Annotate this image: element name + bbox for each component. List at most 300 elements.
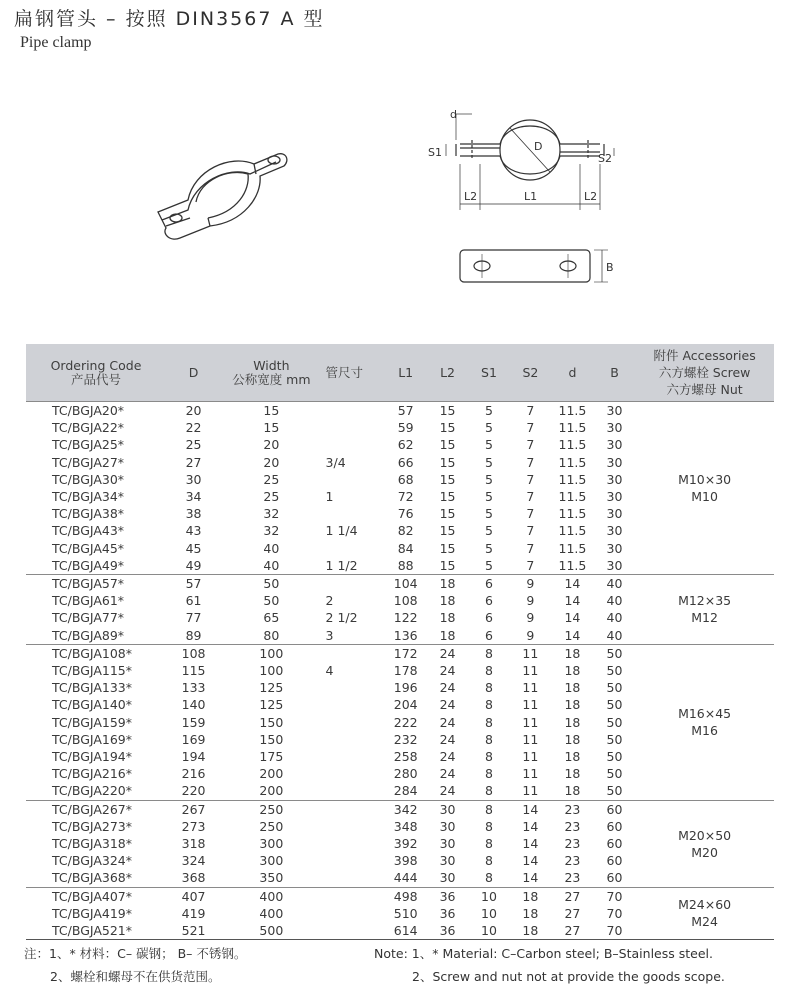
cell-l2: 24 xyxy=(439,697,456,713)
cell-d-small: 18 xyxy=(564,766,581,782)
cell-b: 40 xyxy=(606,593,623,609)
cell-s2: 9 xyxy=(526,593,535,609)
cell-code: TC/BGJA57* xyxy=(52,576,125,592)
spec-table xyxy=(26,344,774,940)
cell-d: 22 xyxy=(185,420,202,436)
cell-l1: 614 xyxy=(393,923,418,939)
cell-code: TC/BGJA34* xyxy=(52,489,125,505)
cell-d: 368 xyxy=(181,870,206,886)
table-group xyxy=(26,402,774,575)
cell-width: 200 xyxy=(259,766,284,782)
cell-d-small: 11.5 xyxy=(558,454,587,470)
cell-width: 400 xyxy=(259,888,284,904)
cell-code: TC/BGJA194* xyxy=(52,749,133,765)
note-en-2: 2、Screw and nut not at provide the goods scope. xyxy=(412,969,725,984)
cell-l1: 108 xyxy=(393,593,418,609)
cell-d: 267 xyxy=(181,801,206,817)
cell-s2: 7 xyxy=(526,403,535,418)
cell-s1: 8 xyxy=(484,645,493,661)
cell-width: 15 xyxy=(263,403,280,418)
cell-l2: 24 xyxy=(439,783,456,799)
cell-s2: 14 xyxy=(522,870,539,886)
cell-s1: 6 xyxy=(484,610,493,626)
cell-pipe xyxy=(324,782,385,800)
cell-code: TC/BGJA115* xyxy=(52,663,133,679)
cell-l1: 76 xyxy=(397,506,414,522)
cell-l2: 24 xyxy=(439,714,456,730)
cell-s1: 8 xyxy=(484,680,493,696)
cell-l2: 30 xyxy=(439,818,456,834)
cell-l2: 24 xyxy=(439,749,456,765)
cell-s2: 9 xyxy=(526,627,535,643)
cell-b: 50 xyxy=(606,680,623,696)
cell-d: 169 xyxy=(181,731,206,747)
cell-d: 30 xyxy=(185,471,202,487)
cell-pipe xyxy=(324,905,385,922)
cell-pipe xyxy=(324,471,385,488)
cell-l1: 72 xyxy=(397,489,414,505)
cell-l1: 342 xyxy=(393,801,418,817)
table-header-row xyxy=(26,344,774,402)
table-row xyxy=(26,402,774,420)
cell-s1: 8 xyxy=(484,783,493,799)
cell-d: 194 xyxy=(181,749,206,765)
notes-chinese xyxy=(24,942,246,988)
cell-s1: 5 xyxy=(484,454,493,470)
cell-code: TC/BGJA27* xyxy=(52,454,125,470)
accessory-line: M24 xyxy=(691,914,718,930)
label-s1: S1 xyxy=(428,146,442,159)
cell-l2: 24 xyxy=(439,680,456,696)
accessory-line: M10×30 xyxy=(678,472,732,488)
cell-d-small: 11.5 xyxy=(558,523,587,539)
cell-code: TC/BGJA89* xyxy=(52,627,125,643)
cell-d-small: 27 xyxy=(564,905,581,921)
cell-s2: 18 xyxy=(522,905,539,921)
cell-b: 70 xyxy=(606,905,623,921)
cell-l1: 222 xyxy=(393,714,418,730)
cell-accessory xyxy=(635,402,774,575)
cell-width: 300 xyxy=(259,836,284,852)
cell-l1: 232 xyxy=(393,731,418,747)
cell-l2: 18 xyxy=(439,593,456,609)
cell-d: 216 xyxy=(181,766,206,782)
cell-b: 30 xyxy=(606,506,623,522)
cell-s1: 10 xyxy=(481,888,497,904)
cell-width: 100 xyxy=(259,663,284,679)
cell-s1: 8 xyxy=(484,663,493,679)
cell-l1: 444 xyxy=(393,870,418,886)
cell-d: 34 xyxy=(185,489,202,505)
cell-s2: 11 xyxy=(522,680,539,696)
cell-l2: 30 xyxy=(439,870,456,886)
cell-l2: 18 xyxy=(439,576,456,592)
accessory-line: M10 xyxy=(691,489,718,505)
cell-d-small: 18 xyxy=(564,749,581,765)
cell-b: 30 xyxy=(606,454,623,470)
cell-d: 25 xyxy=(185,437,202,453)
cell-d: 77 xyxy=(185,610,202,626)
cell-d: 140 xyxy=(181,697,206,713)
cell-s2: 7 xyxy=(526,540,535,556)
cell-b: 50 xyxy=(606,663,623,679)
cell-d-small: 11.5 xyxy=(558,540,587,556)
cell-code: TC/BGJA25* xyxy=(52,437,125,453)
cell-width: 40 xyxy=(263,540,280,556)
cell-l1: 62 xyxy=(397,437,414,453)
cell-d-small: 18 xyxy=(564,697,581,713)
cell-l1: 59 xyxy=(397,420,414,436)
cell-s2: 11 xyxy=(522,663,539,679)
page-title: 扁钢管头 – 按照 DIN3567 A 型 xyxy=(14,8,325,30)
cell-l1: 172 xyxy=(393,645,418,661)
accessory-line: M20 xyxy=(691,844,718,860)
cell-width: 350 xyxy=(259,870,284,886)
cell-l2: 15 xyxy=(439,506,456,522)
cell-b: 60 xyxy=(606,870,623,886)
cell-d: 159 xyxy=(181,714,206,730)
cell-d: 318 xyxy=(181,836,206,852)
cell-l2: 15 xyxy=(439,420,456,436)
cell-pipe xyxy=(324,818,385,835)
cell-d-small: 11.5 xyxy=(558,471,587,487)
cell-s2: 7 xyxy=(526,489,535,505)
cell-b: 30 xyxy=(606,489,623,505)
cell-d-small: 23 xyxy=(564,801,581,817)
cell-width: 500 xyxy=(259,923,284,939)
cell-code: TC/BGJA273* xyxy=(52,818,133,834)
cell-width: 150 xyxy=(259,714,284,730)
cell-l1: 392 xyxy=(393,836,418,852)
cell-d: 38 xyxy=(185,506,202,522)
cell-d: 133 xyxy=(181,680,206,696)
cell-b: 50 xyxy=(606,749,623,765)
cell-s2: 18 xyxy=(522,888,539,904)
cell-s2: 9 xyxy=(526,610,535,626)
note-cn-1: 注：1、* 材料：C– 碳钢； B– 不锈钢。 xyxy=(24,946,247,961)
cell-s2: 14 xyxy=(522,853,539,869)
cell-width: 150 xyxy=(259,731,284,747)
cell-d: 419 xyxy=(181,905,206,921)
cell-width: 32 xyxy=(263,506,280,522)
cell-d-small: 23 xyxy=(564,818,581,834)
cell-l2: 30 xyxy=(439,836,456,852)
cell-s2: 7 xyxy=(526,523,535,539)
cell-l2: 15 xyxy=(439,437,456,453)
label-l2-right: L2 xyxy=(584,190,598,203)
cell-l2: 36 xyxy=(439,888,456,904)
cell-s1: 8 xyxy=(484,836,493,852)
cell-pipe: 1 1/4 xyxy=(325,523,358,539)
cell-b: 50 xyxy=(606,714,623,730)
cell-width: 25 xyxy=(263,489,280,505)
header-d-small: d xyxy=(568,364,577,380)
cell-width: 175 xyxy=(259,749,284,765)
cell-l2: 24 xyxy=(439,766,456,782)
header-acc-1: 附件 Accessories xyxy=(653,348,756,363)
cell-pipe xyxy=(324,835,385,852)
cell-width: 25 xyxy=(263,471,280,487)
cell-l1: 57 xyxy=(397,403,414,418)
label-l2-left: L2 xyxy=(464,190,478,203)
cell-code: TC/BGJA324* xyxy=(52,853,133,869)
cell-code: TC/BGJA133* xyxy=(52,680,133,696)
accessory-line: M12×35 xyxy=(678,593,732,609)
cell-s1: 5 xyxy=(484,523,493,539)
page-subtitle: Pipe clamp xyxy=(20,34,92,51)
accessory-line: M20×50 xyxy=(678,827,732,843)
cell-b: 30 xyxy=(606,403,623,418)
cell-b: 50 xyxy=(606,731,623,747)
cell-b: 60 xyxy=(606,836,623,852)
cell-d: 407 xyxy=(181,888,206,904)
cell-l2: 15 xyxy=(439,471,456,487)
cell-pipe xyxy=(324,731,385,748)
table-row xyxy=(26,575,774,593)
cell-l2: 30 xyxy=(439,853,456,869)
cell-d-small: 11.5 xyxy=(558,557,587,573)
pipe-clamp-3d-illustration xyxy=(150,140,300,250)
cell-pipe xyxy=(324,505,385,522)
cell-s2: 7 xyxy=(526,557,535,573)
cell-s1: 5 xyxy=(484,437,493,453)
cell-pipe xyxy=(324,436,385,453)
cell-s2: 11 xyxy=(522,645,539,661)
cell-s1: 8 xyxy=(484,766,493,782)
cell-pipe xyxy=(324,575,385,593)
cell-accessory xyxy=(635,644,774,800)
cell-s1: 8 xyxy=(484,870,493,886)
cell-l1: 88 xyxy=(397,557,414,573)
cell-l2: 24 xyxy=(439,731,456,747)
notes-english xyxy=(374,942,725,988)
header-acc-3: 六方螺母 Nut xyxy=(666,382,743,397)
cell-d: 108 xyxy=(181,645,206,661)
cell-code: TC/BGJA30* xyxy=(52,471,125,487)
table-group xyxy=(26,575,774,645)
cell-s1: 5 xyxy=(484,506,493,522)
pipe-clamp-top-drawing xyxy=(450,240,620,300)
cell-b: 60 xyxy=(606,801,623,817)
cell-s2: 11 xyxy=(522,714,539,730)
cell-l1: 82 xyxy=(397,523,414,539)
cell-d-small: 27 xyxy=(564,923,581,939)
cell-d: 27 xyxy=(185,454,202,470)
cell-code: TC/BGJA216* xyxy=(52,766,133,782)
cell-d-small: 18 xyxy=(564,663,581,679)
cell-code: TC/BGJA159* xyxy=(52,714,133,730)
cell-s2: 7 xyxy=(526,420,535,436)
cell-l1: 104 xyxy=(393,576,418,592)
cell-l2: 15 xyxy=(439,557,456,573)
header-width-en: Width xyxy=(253,357,290,373)
cell-l1: 204 xyxy=(393,697,418,713)
accessory-line: M16×45 xyxy=(678,706,732,722)
cell-width: 400 xyxy=(259,905,284,921)
cell-l1: 284 xyxy=(393,783,418,799)
cell-width: 50 xyxy=(263,576,280,592)
cell-l1: 258 xyxy=(393,749,418,765)
cell-l2: 18 xyxy=(439,610,456,626)
cell-d-small: 11.5 xyxy=(558,420,587,436)
cell-d-small: 14 xyxy=(564,593,581,609)
cell-s2: 14 xyxy=(522,836,539,852)
cell-code: TC/BGJA368* xyxy=(52,870,133,886)
note-en-1: Note: 1、* Material: C–Carbon steel; B–Stainless steel. xyxy=(374,946,713,961)
cell-code: TC/BGJA407* xyxy=(52,888,133,904)
cell-s1: 8 xyxy=(484,697,493,713)
cell-l1: 122 xyxy=(393,610,418,626)
label-D: D xyxy=(534,140,543,153)
cell-l2: 36 xyxy=(439,923,456,939)
cell-d-small: 18 xyxy=(564,714,581,730)
cell-s1: 8 xyxy=(484,749,493,765)
cell-b: 70 xyxy=(606,888,623,904)
pipe-clamp-front-drawing xyxy=(420,100,620,220)
cell-s1: 5 xyxy=(484,557,493,573)
header-b: B xyxy=(610,364,619,380)
label-d: d xyxy=(450,108,457,121)
cell-l2: 36 xyxy=(439,905,456,921)
cell-d: 49 xyxy=(185,557,202,573)
cell-l1: 280 xyxy=(393,766,418,782)
cell-d: 20 xyxy=(185,403,202,418)
cell-s1: 8 xyxy=(484,853,493,869)
cell-code: TC/BGJA140* xyxy=(52,697,133,713)
cell-s1: 5 xyxy=(484,471,493,487)
header-s2: S2 xyxy=(522,364,539,380)
cell-width: 250 xyxy=(259,801,284,817)
header-pipe-size: 管尺寸 xyxy=(325,364,364,380)
header-accessories xyxy=(635,344,774,402)
cell-b: 60 xyxy=(606,853,623,869)
cell-d-small: 23 xyxy=(564,853,581,869)
cell-width: 65 xyxy=(263,610,280,626)
cell-b: 40 xyxy=(606,627,623,643)
cell-d-small: 14 xyxy=(564,610,581,626)
cell-l2: 15 xyxy=(439,523,456,539)
table-row xyxy=(26,644,774,662)
cell-code: TC/BGJA38* xyxy=(52,506,125,522)
cell-s2: 11 xyxy=(522,766,539,782)
cell-s2: 7 xyxy=(526,437,535,453)
cell-l1: 66 xyxy=(397,454,414,470)
cell-d-small: 14 xyxy=(564,627,581,643)
cell-code: TC/BGJA22* xyxy=(52,420,125,436)
cell-l1: 84 xyxy=(397,540,414,556)
cell-code: TC/BGJA77* xyxy=(52,610,125,626)
cell-s1: 8 xyxy=(484,818,493,834)
cell-pipe: 4 xyxy=(325,663,334,679)
cell-code: TC/BGJA108* xyxy=(52,645,133,661)
cell-l1: 178 xyxy=(393,663,418,679)
header-code-cn: 产品代号 xyxy=(70,371,121,387)
cell-pipe xyxy=(324,887,385,905)
cell-b: 30 xyxy=(606,540,623,556)
cell-code: TC/BGJA49* xyxy=(52,557,125,573)
accessory-line: M16 xyxy=(691,723,718,739)
cell-width: 80 xyxy=(263,627,280,643)
cell-pipe xyxy=(324,696,385,713)
cell-d: 57 xyxy=(185,576,202,592)
cell-d-small: 18 xyxy=(564,680,581,696)
cell-s2: 9 xyxy=(526,576,535,592)
cell-b: 40 xyxy=(606,610,623,626)
cell-b: 50 xyxy=(606,783,623,799)
note-cn-2: 2、螺栓和螺母不在供货范围。 xyxy=(50,969,221,984)
cell-s2: 11 xyxy=(522,749,539,765)
cell-width: 250 xyxy=(259,818,284,834)
cell-code: TC/BGJA318* xyxy=(52,836,133,852)
cell-s2: 7 xyxy=(526,471,535,487)
table-row xyxy=(26,887,774,905)
cell-code: TC/BGJA220* xyxy=(52,783,133,799)
cell-pipe xyxy=(324,748,385,765)
cell-code: TC/BGJA20* xyxy=(52,403,125,418)
cell-pipe xyxy=(324,765,385,782)
cell-b: 60 xyxy=(606,818,623,834)
cell-b: 50 xyxy=(606,766,623,782)
cell-d-small: 18 xyxy=(564,783,581,799)
cell-pipe xyxy=(324,922,385,940)
cell-b: 70 xyxy=(606,923,623,939)
cell-code: TC/BGJA169* xyxy=(52,731,133,747)
accessory-line: M24×60 xyxy=(678,897,732,913)
cell-code: TC/BGJA61* xyxy=(52,593,125,609)
cell-accessory xyxy=(635,800,774,887)
cell-l1: 348 xyxy=(393,818,418,834)
cell-d-small: 11.5 xyxy=(558,403,587,418)
cell-b: 30 xyxy=(606,437,623,453)
cell-accessory xyxy=(635,887,774,940)
label-s2: S2 xyxy=(598,152,612,165)
cell-d-small: 23 xyxy=(564,836,581,852)
cell-d-small: 23 xyxy=(564,870,581,886)
cell-b: 30 xyxy=(606,471,623,487)
cell-b: 30 xyxy=(606,523,623,539)
table-group xyxy=(26,800,774,887)
cell-l2: 24 xyxy=(439,663,456,679)
cell-d: 115 xyxy=(181,663,206,679)
cell-d-small: 14 xyxy=(564,576,581,592)
cell-s1: 8 xyxy=(484,714,493,730)
cell-s1: 8 xyxy=(484,801,493,817)
cell-b: 30 xyxy=(606,420,623,436)
cell-pipe: 2 xyxy=(325,593,334,609)
cell-d-small: 11.5 xyxy=(558,489,587,505)
cell-l2: 15 xyxy=(439,540,456,556)
header-width xyxy=(219,344,323,402)
cell-width: 15 xyxy=(263,420,280,436)
header-l1: L1 xyxy=(398,364,414,380)
cell-pipe xyxy=(324,644,385,662)
table-group xyxy=(26,644,774,800)
cell-s1: 5 xyxy=(484,489,493,505)
cell-code: TC/BGJA419* xyxy=(52,905,133,921)
cell-l2: 15 xyxy=(439,403,456,418)
cell-b: 50 xyxy=(606,697,623,713)
cell-l1: 68 xyxy=(397,471,414,487)
header-l2: L2 xyxy=(440,364,455,380)
cell-l1: 498 xyxy=(393,888,418,904)
cell-pipe: 3 xyxy=(325,627,334,643)
cell-s2: 18 xyxy=(522,923,539,939)
header-d: D xyxy=(188,364,199,380)
cell-d-small: 11.5 xyxy=(558,437,587,453)
cell-s1: 8 xyxy=(484,731,493,747)
cell-s2: 14 xyxy=(522,801,539,817)
cell-d-small: 18 xyxy=(564,731,581,747)
